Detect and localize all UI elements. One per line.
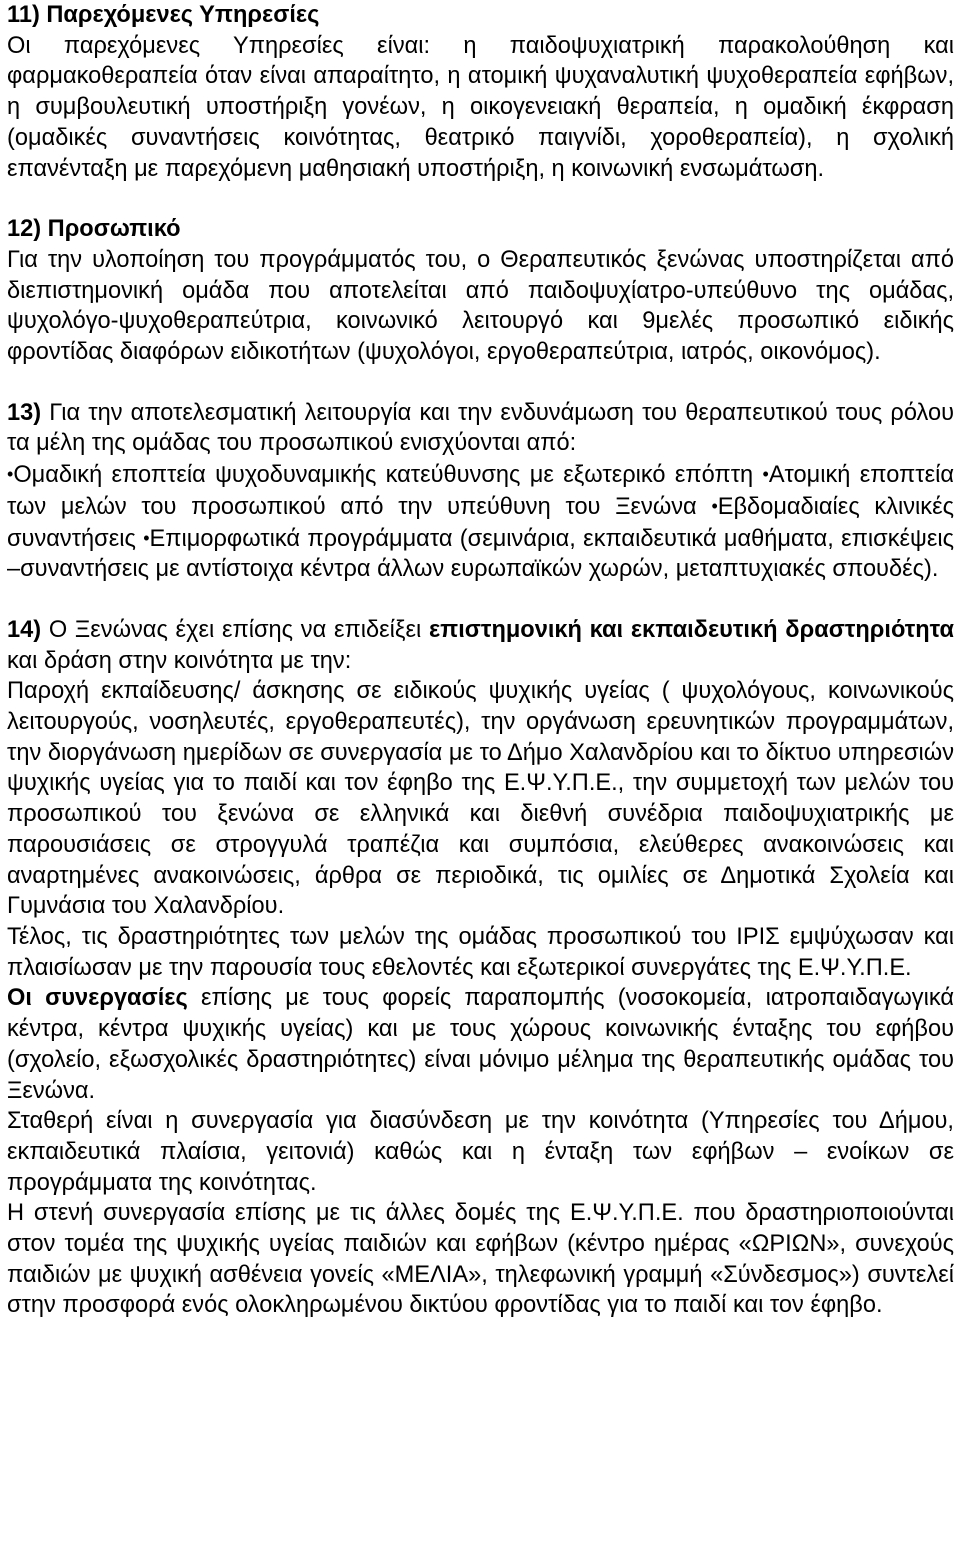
- bullet-icon: •: [143, 527, 150, 548]
- section-12-heading: 12) Προσωπικό: [7, 216, 181, 243]
- section-14-p3-text: επίσης με τους φορείς παραπομπής (νοσοκομεία, ιατροπαιδαγωγικά κέντρα, κέντρα ψυχικής υγείας) και με τους χώρους κοινωνικής ένταξης του εφήβου (σχολείο, εξωσχολικές δραστηριότητες) είναι μόνιμο μέλημα της θεραπευτικής ομάδας του Ξενώνα.: [7, 985, 954, 1104]
- section-14-paragraph-2: Τέλος, τις δραστηριότητες των μελών της ομάδας προσωπικού του ΙΡΙΣ εμψύχωσαν και πλαισίωσαν με την παρουσία τους εθελοντές και εξωτερικοί συνεργάτες της Ε.Ψ.Υ.Π.Ε.: [7, 923, 954, 981]
- section-14-intro-text: Ο Ξενώνας έχει επίσης να επιδείξει: [41, 616, 429, 643]
- spacer: [7, 184, 954, 214]
- bullet-icon: •: [7, 464, 14, 485]
- section-14-paragraph-3: [7, 983, 954, 1106]
- section-14-intro-end: και δράση στην κοινότητα με την:: [7, 647, 352, 674]
- bullet-icon: •: [711, 495, 718, 516]
- section-13-number: 13): [7, 399, 42, 426]
- section-14-bold-phrase: επιστημονική και εκπαιδευτική δραστηριότητα: [428, 616, 955, 643]
- section-13-intro: [7, 398, 954, 459]
- section-14-intro: [7, 615, 954, 676]
- list-item: Εβδομαδιαίες κλινικές συναντήσεις: [7, 493, 954, 552]
- section-14-number: 14): [7, 616, 42, 643]
- section-12-text: Για την υλοποίηση του προγράμματός του, ο Θεραπευτικός ξενώνας υποστηρίζεται από διεπιστημονική ομάδα που αποτελείται από παιδοψυχίατρο-υπεύθυνο της ομάδας, ψυχολόγο-ψυχοθεραπεύτρια, κοινωνικό λειτουργό και 9μελές προσωπικό ειδικής φροντίδας διαφόρων ειδικοτήτων (ψυχολόγοι, εργοθεραπεύτρια, ιατρός, οικονόμος).: [7, 246, 954, 366]
- section-14-paragraph-5: Η στενή συνεργασία επίσης με τις άλλες δομές της Ε.Ψ.Υ.Π.Ε. που δραστηριοποιούνται στον τομέα της ψυχικής υγείας παιδιών και εφήβων (κέντρο ημέρας «ΩΡΙΩΝ», συνεχούς παιδιών με ψυχική ασθένεια γονείς «ΜΕΛΙΑ», τηλεφωνική γραμμή «Σύνδεσμος») συντελεί στην προσφορά ενός ολοκληρωμένου δικτύου φροντίδας για το παιδί και τον έφηβο.: [7, 1200, 954, 1319]
- section-14: [7, 615, 954, 1321]
- section-12: [7, 214, 954, 368]
- spacer: [7, 585, 954, 615]
- section-14-paragraph-4: Σταθερή είναι η συνεργασία για διασύνδεση με την κοινότητα (Υπηρεσίες του Δήμου, εκπαιδευτικά πλαίσια, γειτονιά) καθώς και η ένταξη των εφήβων – ενοίκων σε προγράμματα της κοινότητας.: [7, 1108, 954, 1196]
- section-11: [7, 0, 954, 184]
- section-14-paragraph-1: Παροχή εκπαίδευσης/ άσκησης σε ειδικούς ψυχικής υγείας ( ψυχολόγους, κοινωνικούς λειτουργούς, νοσηλευτές, εργοθεραπευτές), την οργάνωση ερευνητικών προγραμμάτων, την διοργάνωση ημερίδων σε συνεργασία με το Δήμο Χαλανδρίου και το δίκτυο υπηρεσιών ψυχικής υγείας για το παιδί και τον έφηβο της Ε.Ψ.Υ.Π.Ε., την συμμετοχή των μελών του προσωπικού του ξενώνα σε ελληνικά και διεθνή συνέδρια παιδοψυχιατρικής με παρουσιάσεις σε στρογγυλά τραπέζια και συμπόσια, ελεύθερες ανακοινώσεις και αναρτημένες ανακοινώσεις, άρθρα σε περιοδικά, τις ομιλίες σε Δημοτικά Σχολεία και Γυμνάσια του Χαλανδρίου.: [7, 678, 954, 920]
- list-item: Επιμορφωτικά προγράμματα (σεμινάρια, εκπαιδευτικά μαθήματα, επισκέψεις –συναντήσεις με αντίστοιχα κέντρα άλλων ευρωπαϊκών χωρών, μεταπτυχιακές σπουδές).: [7, 525, 954, 583]
- section-13-list: [7, 459, 954, 585]
- section-13-intro-text: Για την αποτελεσματική λειτουργία και την ενδυνάμωση του θεραπευτικού τους ρόλου τα μέλη της ομάδας του προσωπικού ενισχύονται από:: [7, 399, 954, 457]
- section-11-heading: 11) Παρεχόμενες Υπηρεσίες: [7, 2, 320, 28]
- bullet-icon: •: [762, 464, 769, 485]
- section-13: [7, 398, 954, 585]
- list-item: Ατομική εποπτεία των μελών του προσωπικού από την υπεύθυνη του Ξενώνα: [7, 462, 954, 520]
- list-item: Ομαδική εποπτεία ψυχοδυναμικής κατεύθυνσης με εξωτερικό επόπτη: [13, 462, 754, 489]
- section-11-text: Οι παρεχόμενες Υπηρεσίες είναι: η παιδοψυχιατρική παρακολούθηση και φαρμακοθεραπεία όταν είναι απαραίτητο, η ατομική ψυχαναλυτική ψυχοθεραπεία εφήβων, η συμβουλευτική υποστήριξη γονέων, η οικογενειακή θεραπεία, η ομαδική έκφραση (ομαδικές συναντήσεις κοινότητας, θεατρικό παιγνίδι, χοροθεραπεία), η σχολική επανένταξη με παρεχόμενη μαθησιακή υποστήριξη, η κοινωνική ενσωμάτωση.: [7, 32, 954, 182]
- spacer: [7, 368, 954, 398]
- section-14-p3-bold: Οι συνεργασίες: [7, 985, 188, 1012]
